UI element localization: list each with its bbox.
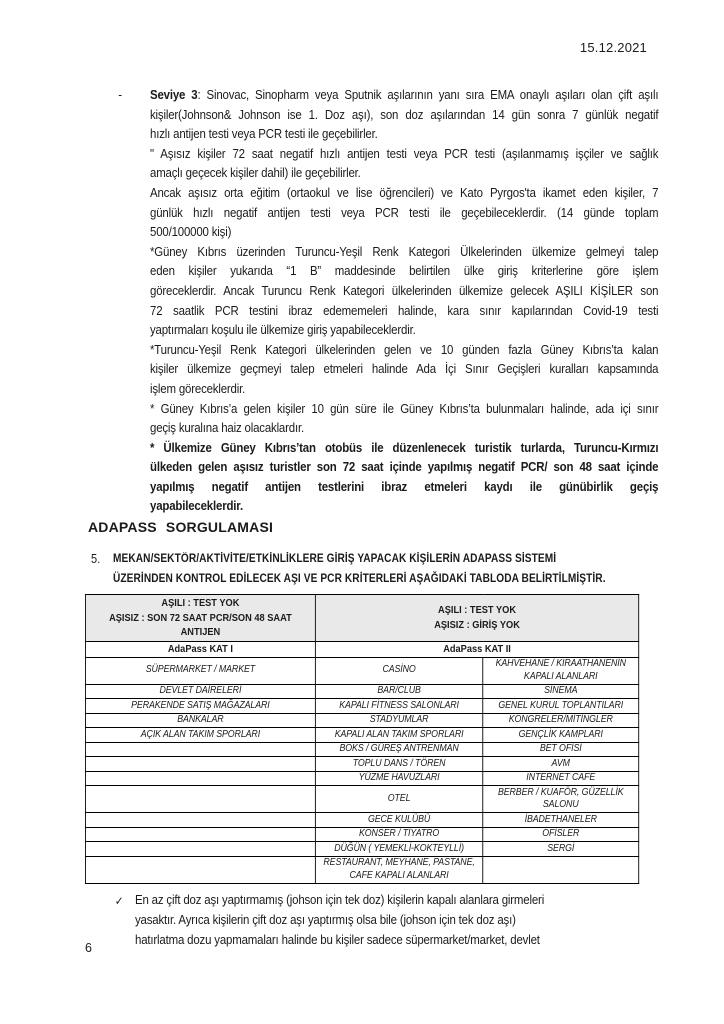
paragraph-line: günlük hızlı negatif antijen testi veya PCR testi ile geçebileceklerdir. (14 günde toplam (150, 204, 659, 220)
table-cell: SİNEMA (483, 684, 639, 699)
paragraph-line: " Aşısız kişiler 72 saat negatif hızlı antijen testi veya PCR testi (aşılanmamış işçiler ve sağlık (150, 145, 659, 161)
paragraph-line: yaptırmaları koşulu ile ülkemize giriş yapabileceklerdir. (150, 322, 416, 338)
table-cell: TOPLU DANS / TÖREN (315, 757, 482, 772)
table-row (85, 856, 638, 883)
paragraph-line-bold: ülkeden gelen aşısız turistler son 72 saat içinde yapılmış negatif PCR/ son 48 saat içinde (150, 459, 659, 475)
header-line: AŞISIZ : SON 72 SAAT PCR/SON 48 SAAT (109, 611, 292, 624)
item-line: MEKAN/SEKTÖR/AKTİVİTE/ETKİNLİKLERE GİRİŞ YAPACAK KİŞİLERİN ADAPASS SİSTEMİ (113, 553, 557, 566)
section-heading-adapass: ADAPASS SORGULAMASI (88, 519, 274, 536)
table-cell: SERGİ (483, 842, 639, 857)
table-cell: STADYUMLAR (315, 713, 482, 728)
table-kat-row (85, 641, 638, 657)
paragraph-line: 72 saatlik PCR testini ibraz edememeleri halinde, kara sınır kapılarından Covid-19 testi (150, 302, 659, 318)
adapass-table (85, 594, 639, 884)
table-cell: BOKS / GÜREŞ ANTRENMAN (315, 742, 482, 757)
table-cell: DEVLET DAİRELERİ (85, 684, 315, 699)
paragraph-line: 500/100000 kişi) (150, 224, 232, 240)
check-line: yasaktır. Ayrıca kişilerin çift doz aşı yaptırmış olsa bile (johson için tek doz aşı) (135, 911, 516, 927)
table-cell: RESTAURANT, MEYHANE, PASTANE, CAFE KAPALI ALANLARI (315, 856, 482, 883)
paragraph-line: kişiler(Johnson& Johnson ise 1. Doz aşı), son doz aşılarından 14 gün sonra 7 günlük negatif (150, 106, 659, 122)
table-cell: SÜPERMARKET / MARKET (85, 657, 315, 684)
numbered-item-5-body (90, 549, 651, 589)
table-cell (85, 856, 315, 883)
check-line: hatırlatma dozu yapmamaları halinde bu kişiler sadece süpermarket/market, devlet (135, 931, 540, 947)
table-cell: KAPALI FİTNESS SALONLARI (315, 699, 482, 714)
table-cell (85, 757, 315, 772)
table-cell: KAPALI ALAN TAKIM SPORLARI (315, 728, 482, 743)
table-cell (85, 786, 315, 813)
paragraph-line: * Güney Kıbrıs’a gelen kişiler 10 gün süre ile Güney Kıbrıs’ta bulunmaları halinde, ada içi sınır (150, 400, 659, 416)
paragraph-line: geçiş kuralına haiz olacaklardır. (150, 420, 304, 436)
table-cell: İBADETHANELER (483, 813, 639, 828)
paragraph-line: işlem göreceklerdir. (150, 380, 246, 396)
table-cell: GENÇLİK KAMPLARI (483, 728, 639, 743)
header-line: AŞISIZ : GİRİŞ YOK (434, 618, 520, 631)
table-cell (85, 827, 315, 842)
check-line: En az çift doz aşı yaptırmamış (johson için tek doz) kişilerin kapalı alanlara girmeleri (135, 891, 545, 907)
table-header-right-cell (315, 595, 638, 642)
table-cell: GECE KULÜBÜ (315, 813, 482, 828)
header-line: AŞILI : TEST YOK (161, 597, 240, 610)
table-cell: KAHVEHANE / KIRAATHANENİN KAPALI ALANLARI (483, 657, 639, 684)
paragraph-line: *Turuncu-Yeşil Renk Kategori ülkelerinden gelen ve 10 günden fazla Güney Kıbrıs’ta kalan (150, 341, 659, 357)
table-cell (85, 771, 315, 786)
table-cell: KONSER / TİYATRO (315, 827, 482, 842)
item-number: 5. (90, 552, 101, 567)
table-cell: AÇIK ALAN TAKIM SPORLARI (85, 728, 315, 743)
table-cell (85, 842, 315, 857)
seviye3-paragraphs (118, 85, 659, 516)
table-row (85, 742, 638, 757)
item-line: ÜZERİNDEN KONTROL EDİLECEK AŞI VE PCR KRİTERLERİ AŞAĞIDAKİ TABLODA BELİRTİLMİŞTİR. (113, 573, 606, 586)
adapass-table-section (85, 594, 724, 884)
table-row (85, 657, 638, 684)
paragraph-line: eden kişiler yukarıda “1 B” maddesinde belirtilen ülke giriş kriterlerine göre işlem (150, 263, 659, 279)
table-cell: PERAKENDE SATIŞ MAĞAZALARI (85, 699, 315, 714)
table-row (85, 757, 638, 772)
paragraph-line-bold: yapılmış negatif antijen testlerini ibraz etmeleri kaydı ile günübirlik geçiş (150, 478, 659, 494)
paragraph-line (150, 85, 658, 105)
table-row (85, 827, 638, 842)
page-number: 6 (85, 941, 92, 955)
table-row (85, 713, 638, 728)
table-cell (85, 813, 315, 828)
table-kat1-cell: AdaPass KAT I (85, 641, 315, 657)
table-cell: BET OFİSİ (483, 742, 639, 757)
table-row (85, 771, 638, 786)
table-cell: INTERNET CAFE (483, 771, 639, 786)
header-line: ANTIJEN (180, 626, 221, 639)
seviye3-section (118, 85, 724, 516)
table-cell: GENEL KURUL TOPLANTILARI (483, 699, 639, 714)
table-kat2-cell: AdaPass KAT II (315, 641, 638, 657)
paragraph-line-bold: yapabileceklerdir. (150, 498, 243, 514)
table-row (85, 786, 638, 813)
table-cell: DÜĞÜN ( YEMEKLİ-KOKTEYLLİ) (315, 842, 482, 857)
table-cell: OFİSLER (483, 827, 639, 842)
paragraph-line: göreceklerdir. Ancak Turuncu Renk Kategori ülkelerinden ülkemize gelecek AŞILI KİŞİLER son (150, 282, 659, 298)
table-header-row (85, 595, 638, 642)
table-cell (483, 856, 639, 883)
paragraph-text: : Sinovac, Sinopharm veya Sputnik aşılarının yanı sıra EMA onaylı aşıları olan çift aşılı (197, 87, 659, 102)
paragraph-line: *Güney Kıbrıs üzerinden Turuncu-Yeşil Renk Kategori Ülkelerinden ülkemize gelmeyi talep (150, 243, 659, 259)
table-cell: BERBER / KUAFÖR, GÜZELLİK SALONU (483, 786, 639, 813)
paragraph-line: kişiler ülkemize geçmeyi talep etmeleri halinde Ada İçi Sınır Geçişleri kuralları kapsamında (150, 361, 659, 377)
document-date: 15.12.2021 (579, 40, 647, 55)
paragraph-line: amaçlı geçecek kişiler dahil) ile geçebilirler. (150, 165, 361, 181)
table-cell: YÜZME HAVUZLARI (315, 771, 482, 786)
seviye3-label: Seviye 3 (150, 87, 198, 102)
table-cell: AVM (483, 757, 639, 772)
table-cell: BAR/CLUB (315, 684, 482, 699)
paragraph-line: Ancak aşısız orta eğitim (ortaokul ve lise öğrencileri) ve Kato Pyrgos'ta ikamet eden kişiler, 7 (150, 184, 659, 200)
paragraph-line-bold: * Ülkemize Güney Kıbrıs’tan otobüs ile düzenlenecek turistik turlarda, Turuncu-Kırmızı (150, 439, 659, 455)
table-header-left-cell (85, 595, 315, 642)
numbered-item-5 (90, 549, 724, 589)
table-cell: OTEL (315, 786, 482, 813)
checkmark-icon: ✓ (114, 893, 124, 908)
list-dash: - (118, 87, 122, 102)
table-cell: CASİNO (315, 657, 482, 684)
table-cell (85, 742, 315, 757)
table-cell: KONGRELER/MİTİNGLER (483, 713, 639, 728)
check-bullet-body (114, 890, 654, 950)
table-row (85, 728, 638, 743)
table-cell: BANKALAR (85, 713, 315, 728)
table-row (85, 684, 638, 699)
check-bullet-item (114, 890, 724, 950)
table-row (85, 699, 638, 714)
table-row (85, 842, 638, 857)
paragraph-line: hızlı antijen testi veya PCR testi ile geçebilirler. (150, 126, 378, 142)
table-row (85, 813, 638, 828)
header-line: AŞILI : TEST YOK (438, 604, 517, 617)
